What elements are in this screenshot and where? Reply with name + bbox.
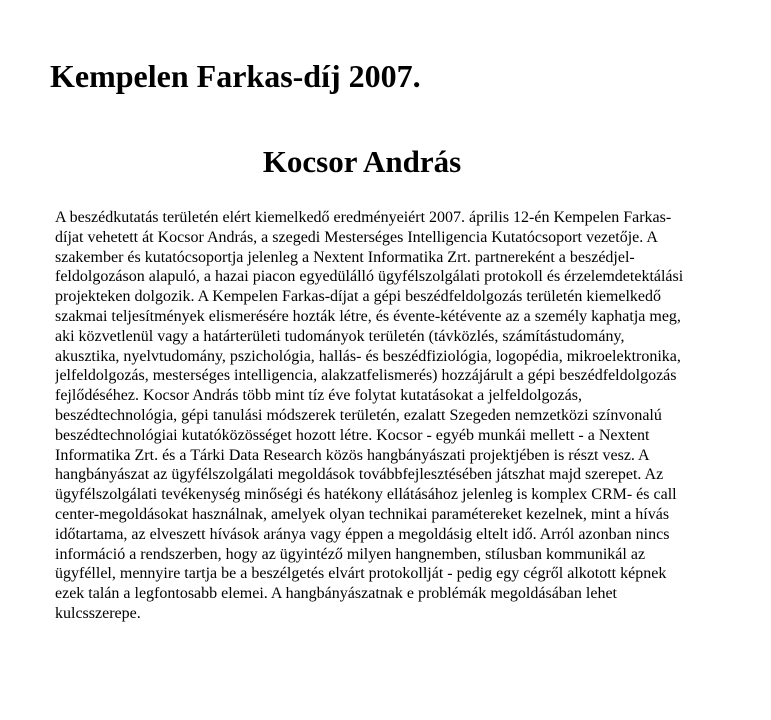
- paragraph-line: időtartama, az elveszett hívások aránya vagy éppen a megoldásig eltelt idő. Arról azonban nincs: [55, 525, 670, 543]
- paragraph-line: feldolgozáson alapuló, a hazai piacon egyedülálló ügyfélszolgálati protokoll és érzelemdetektálási: [55, 268, 684, 286]
- paragraph-line: díjat vehetett át Kocsor András, a szegedi Mesterséges Intelligencia Kutatócsoport vezetője. A: [55, 228, 658, 246]
- paragraph-line: ügyféllel, mennyire tartja be a beszélgetés elvárt protokollját - pedig egy cégről alkotott képnek: [55, 565, 667, 583]
- paragraph-line: fejlődéséhez. Kocsor András több mint tíz éve folytat kutatásokat a jelfeldolgozás,: [55, 387, 582, 405]
- article-paragraph: [55, 208, 727, 624]
- paragraph-line: kulcsszerepe.: [55, 604, 141, 622]
- author-heading: Kocsor András: [262, 144, 462, 179]
- paragraph-line: projekteken dolgozik. A Kempelen Farkas-díjat a gépi beszédfeldolgozás területén kiemelkedő: [55, 288, 662, 306]
- paragraph-line: aki közvetlenül vagy a határterületi tudományok területén (távközlés, számítástudomány,: [55, 327, 625, 345]
- paragraph-line: szakmai teljesítmények elismerésére hozták létre, és évente-kétévente az a személy kaphatja meg,: [55, 307, 681, 325]
- page-title: Kempelen Farkas-díj 2007.: [50, 58, 421, 94]
- paragraph-line: beszédtechnológia, gépi tanulási módszerek területén, ezalatt Szegeden nemzetközi színvonalú: [55, 406, 662, 424]
- paragraph-line: akusztika, nyelvtudomány, pszichológia, hallás- és beszédfiziológia, logopédia, mikroelektronika,: [55, 347, 681, 365]
- paragraph-line: jelfeldolgozás, mesterséges intelligencia, alakzatfelismerés) hozzájárult a gépi beszédfeldolgozás: [55, 367, 677, 385]
- paragraph-line: hangbányászat az ügyfélszolgálati megoldások továbbfejlesztésében játszhat majd szerepet. Az: [55, 466, 664, 484]
- paragraph-line: A beszédkutatás területén elért kiemelkedő eredményeiért 2007. április 12-én Kempelen Farkas-: [55, 209, 672, 226]
- paragraph-line: ügyfélszolgálati tevékenység minőségi és hatékony ellátásához jelenleg is komplex CRM- és call: [55, 486, 677, 504]
- paragraph-line: Informatika Zrt. és a Tárki Data Research közös hangbányászati projektjében is részt vesz. A: [55, 446, 650, 464]
- paragraph-line: szakember és kutatócsoportja jelenleg a Nextent Informatika Zrt. partnereként a beszédjel-: [55, 248, 635, 266]
- paragraph-line: beszédtechnológiai kutatóközösséget hozott létre. Kocsor - egyéb munkái mellett - a Nextent: [55, 426, 650, 444]
- paragraph-line: center-megoldásokat használnak, amelyek olyan technikai paramétereket kezelnek, mint a hívás: [55, 505, 670, 523]
- paragraph-line: ezek talán a legfontosabb elemei. A hangbányászatnak e problémák megoldásában lehet: [55, 585, 617, 603]
- paragraph-line: információ a rendszerben, hogy az ügyintéző milyen hangnemben, stílusban kommunikál az: [55, 545, 646, 563]
